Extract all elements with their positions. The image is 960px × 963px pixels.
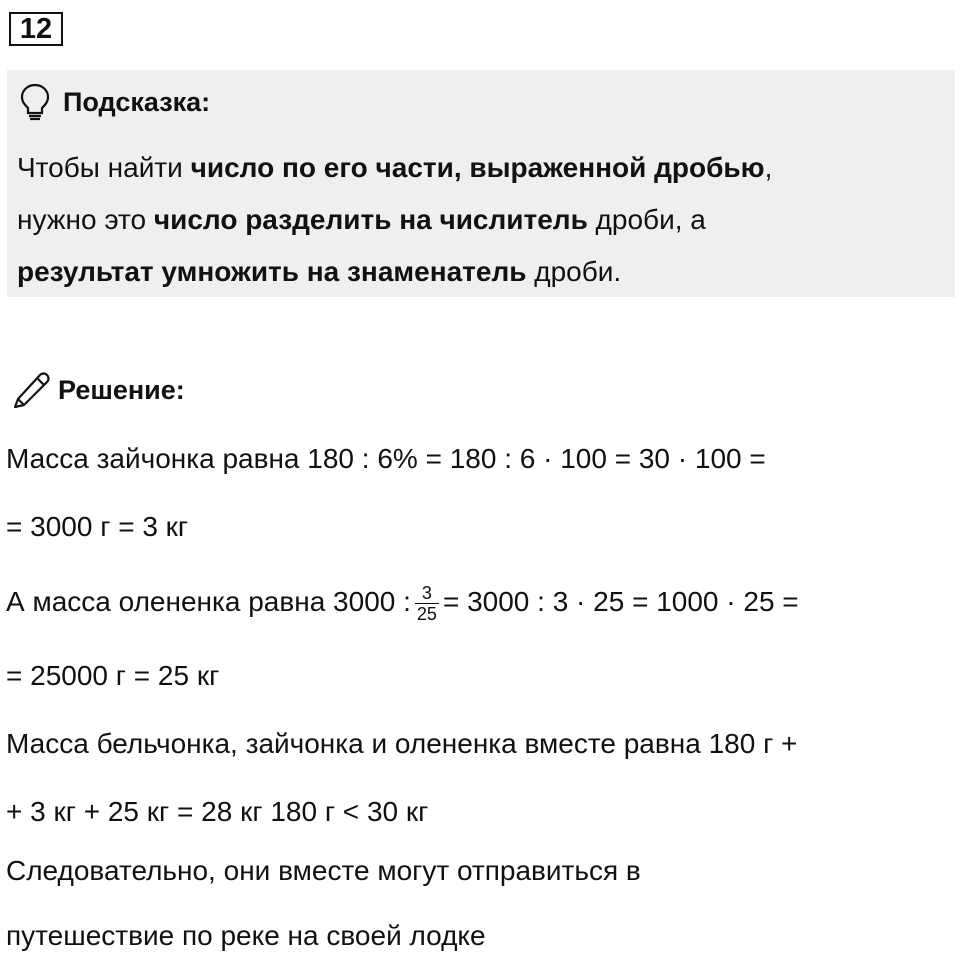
solution-line-4: = 25000 г = 25 кг [6, 660, 220, 691]
solution-title: Решение: [58, 374, 185, 405]
lightbulb-icon [19, 82, 51, 122]
pencil-icon [10, 369, 52, 411]
solution-line-2: = 3000 г = 3 кг [6, 511, 189, 542]
hint-line-1: Чтобы найти число по его части, выраженной дробью, [17, 152, 773, 183]
hint-header [19, 82, 210, 122]
solution-header [10, 368, 185, 412]
solution-line-7: Следовательно, они вместе могут отправиться в [6, 855, 641, 886]
fraction: $\frac{3}{25}$ [416, 583, 437, 624]
hint-box [7, 70, 955, 297]
hint-text [17, 142, 942, 298]
solution-line-3: А масса олененка равна 3000 : $\frac{3}{25}$ = 3000 : 3 · 25 = 1000 · 25 = [6, 583, 799, 624]
solution-line-1: Масса зайчонка равна 180 : 6% = 180 : 6 · 100 = 30 · 100 = [6, 443, 766, 474]
hint-title: Подсказка: [63, 86, 211, 117]
solution-line-6: + 3 кг + 25 кг = 28 кг 180 г < 30 кг [6, 796, 429, 827]
task-number: 12 [9, 12, 63, 46]
hint-line-3: результат умножить на знаменатель дроби. [17, 256, 622, 287]
solution-line-8: путешествие по реке на своей лодке [6, 920, 486, 951]
hint-line-2: нужно это число разделить на числитель дроби, а [17, 204, 706, 235]
solution-line-5: Масса бельчонка, зайчонка и олененка вместе равна 180 г + [6, 728, 798, 759]
